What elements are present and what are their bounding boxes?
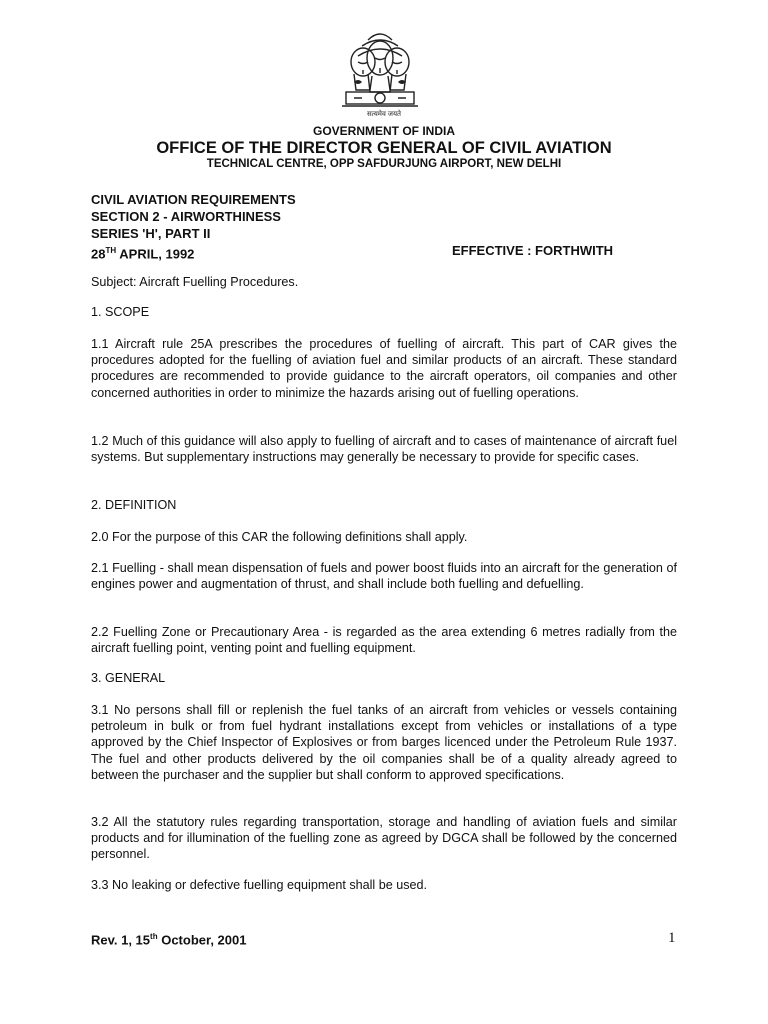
- revision-prefix: Rev. 1, 15: [91, 932, 151, 948]
- section-heading: SECTION 2 - AIRWORTHINESS: [91, 209, 281, 224]
- paragraph-2-1: 2.1 Fuelling - shall mean dispensation of fuels and power boost fluids into an aircraft for the generation of engines power and augmentation of thrust, and shall include both fuelling and defuelling.: [91, 561, 677, 592]
- page-number: 1: [668, 930, 676, 946]
- paragraph-1-1: 1.1 Aircraft rule 25A prescribes the procedures of fuelling of aircraft. This part of CAR gives the procedures adopted for the fuelling of aviation fuel and similar products of an aircraft. These standard procedures are recommended to provide guidance to the aircraft operators, oil companies and other concerned authorities in order to minimize the hazards arising out of fuelling operations.: [91, 337, 677, 400]
- subject-line: Subject: Aircraft Fuelling Procedures.: [91, 275, 299, 289]
- issue-date-day: 28: [91, 246, 106, 262]
- technical-centre-heading: TECHNICAL CENTRE, OPP SAFDURJUNG AIRPORT, NEW DELHI: [206, 158, 562, 170]
- paragraph-1-2: 1.2 Much of this guidance will also apply to fuelling of aircraft and to cases of maintenance of aircraft fuel systems. But supplementary instructions may generally be necessary to provide for specific cases.: [91, 434, 677, 465]
- revision-date-rest: October, 2001: [157, 932, 247, 948]
- revision-footer: [91, 932, 246, 947]
- paragraph-3-1: 3.1 No persons shall fill or replenish the fuel tanks of an aircraft from vehicles or vessels containing petroleum in bulk or from fuel hydrant installations except from vehicles or installations of a type approved by the Chief Inspector of Explosives or from barges licenced under the Petroleum Rule 1937. The fuel and other products delivered by the oil companies shall be of a quality already agreed to between the purchaser and the supplier but shall conform to approved specifications.: [91, 703, 677, 782]
- issue-date-rest: APRIL, 1992: [116, 246, 195, 262]
- revision-suffix-sup: th: [150, 932, 158, 941]
- general-heading: 3. GENERAL: [91, 671, 166, 685]
- paragraph-3-2: 3.2 All the statutory rules regarding transportation, storage and handling of aviation fuels and similar products and for illumination of the fuelling zone as agreed by DGCA shall be followed by the concerned personnel.: [91, 815, 677, 862]
- issue-date: [91, 242, 194, 262]
- paragraph-2-0: 2.0 For the purpose of this CAR the following definitions shall apply.: [91, 530, 468, 544]
- scope-heading: 1. SCOPE: [91, 305, 150, 319]
- paragraph-2-2: 2.2 Fuelling Zone or Precautionary Area - is regarded as the area extending 6 metres radially from the aircraft fuelling point, venting point and fuelling equipment.: [91, 625, 677, 656]
- effective-date: EFFECTIVE : FORTHWITH: [452, 243, 614, 258]
- series-heading: SERIES 'H', PART II: [91, 226, 211, 241]
- government-heading: GOVERNMENT OF INDIA: [312, 124, 455, 138]
- document-title: CIVIL AVIATION REQUIREMENTS: [91, 192, 296, 207]
- motto-text: सत्यमेव जयते: [366, 111, 402, 118]
- office-heading: OFFICE OF THE DIRECTOR GENERAL OF CIVIL AVIATION: [156, 139, 612, 157]
- definition-heading: 2. DEFINITION: [91, 498, 177, 512]
- issue-date-suffix: TH: [105, 246, 117, 255]
- paragraph-3-3: 3.3 No leaking or defective fuelling equipment shall be used.: [91, 878, 428, 892]
